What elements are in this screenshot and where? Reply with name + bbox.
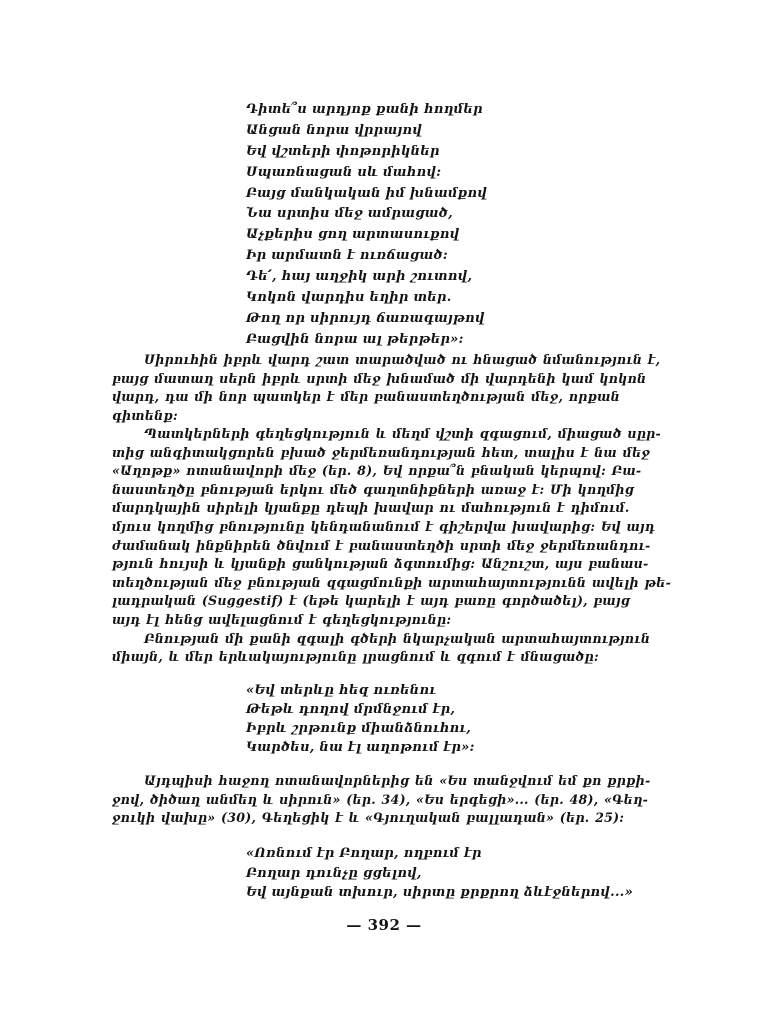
paragraph-line: Այդպիսի հաջող ոտանավորներից են «Ես տանջվում եմ քո քրքի-: [144, 773, 651, 788]
paragraph-line: Սիրուհին իբրև վարդ շատ տարածված ու հնացած նմանություն է,: [144, 352, 661, 367]
paragraph-3: [112, 772, 651, 828]
poem-line: Թող որ սիրույդ ճառագայթով: [246, 310, 485, 326]
poem-line: Բացվին նորա ալ թերթեր»:: [246, 331, 464, 347]
poem-line: Բողար դունչը ցցելով,: [246, 865, 422, 881]
paragraph-line: նաստեղծը բնության երկու մեծ գաղտնիքների առաջ է: Մի կողմից: [112, 481, 634, 497]
poem-stanza-3: [246, 844, 633, 903]
paragraph-line: վարդ, դա մի նոր պատկեր է մեր բանաստեղծության մեջ, որքան: [112, 389, 620, 405]
poem-line: «Եվ տերևը հեզ ուռենու: [246, 683, 437, 698]
poem-line: Սպառնացան սև մահով:: [246, 164, 442, 180]
paragraph-line: բայց մատաղ սերն իբրև սրտի մեջ խնամած մի վարդենի կամ կոկոն: [112, 370, 647, 386]
poem-line: Իր արմատն է ուռճացած:: [246, 248, 448, 264]
poem-line: Եվ այնքան տխուր, սիրտը քրքրող ձևէջներով...»: [246, 885, 634, 900]
poem-line: Եվ վշտերի փոթորիկներ: [246, 143, 440, 159]
page-number: — 392 —: [346, 916, 422, 934]
paragraph-1: [112, 351, 661, 425]
paragraph-line: տից անգիտակցորեն բխած ջերմեռանդության հետ, տալիս է նա մեջ: [112, 444, 651, 460]
paragraph-line: գիտենք:: [112, 407, 178, 423]
poem-line: Իբրև շրթունք միանձնուհու,: [246, 721, 472, 736]
poem-stanza-2: [246, 681, 475, 757]
paragraph-line: «Աղոթք» ոտանավորի մեջ (եր. 8), Եվ որքա՞ն բնական կերպով: Բա-: [112, 463, 642, 479]
poem-line: Կոկոն վարդիս եղիր տեր.: [246, 290, 452, 306]
paragraph-line: ջով, ծիծաղ անմեղ և սիրուն» (եր. 34), «Ես երգեցի»... (եր. 48), «Գեղ-: [112, 791, 649, 807]
poem-line: Անցան նորա վրրայով: [246, 122, 423, 138]
poem-line: Նա սրտիս մեջ ամրացած,: [246, 206, 453, 222]
poem-line: Բայց մանկական իմ խնամքով: [246, 185, 488, 201]
paragraph-line: տեղծության մեջ բնության զգացմունքի արտահայտությունն ավելի թե-: [112, 574, 672, 590]
poem-line: Դե՛, հայ աղջիկ արի շուտով,: [246, 269, 473, 285]
paragraph-line: Պատկերների գեղեցկություն և մեղմ վշտի զգացում, միացած սըր-: [144, 426, 662, 441]
poem-line: Դիտե՞ս արդյոք քանի հողմեր: [246, 102, 483, 117]
poem-line: Կարծես, նա էլ աղոթում էր»:: [246, 740, 475, 755]
poem-line: Աչքերիս ցող արտասուքով: [246, 227, 460, 243]
paragraph-line: լադրական (Suggestif) է (եթե կարելի է այդ բառը գործածել), բայց: [112, 593, 630, 609]
paragraph-line: միայն, և մեր երևակայությունը լրացնում և զգում է մնացածը:: [112, 649, 599, 665]
paragraph-2: [112, 425, 672, 667]
paragraph-line: ջուկի վախը» (30), Գեղեցիկ է և «Գյուղական բալլադան» (եր. 25):: [112, 810, 625, 826]
paragraph-line: այդ էլ հենց ավելացնում է գեղեցկությունը:: [112, 611, 452, 627]
paragraph-line: ժամանակ ինքնիրեն ծնվում է բանաստեղծի սրտի մեջ ջերմեռանդու-: [112, 537, 651, 553]
paragraph-line: մարդկային սիրելի կյանքը դեպի խավար ու մահություն է դիմում.: [112, 500, 630, 516]
paragraph-line: Բնության մի քանի զգալի գծերի նկարչական արտահայտություն: [144, 630, 651, 646]
paragraph-line: մյուս կողմից բնությունը կենդանանում է գիշերվա խավարից: Եվ այդ: [112, 518, 656, 534]
poem-line: «Ոռնում էր Բողար, ողբում էր: [246, 846, 482, 861]
poem-stanza-1: [246, 100, 487, 351]
paragraph-line: թյուն հույսի և կյանքի ցանկության ձգտումից: Անշուշտ, այս բանաս-: [112, 556, 649, 572]
poem-line: Թեթև դողով մրմնջում էր,: [246, 702, 456, 717]
